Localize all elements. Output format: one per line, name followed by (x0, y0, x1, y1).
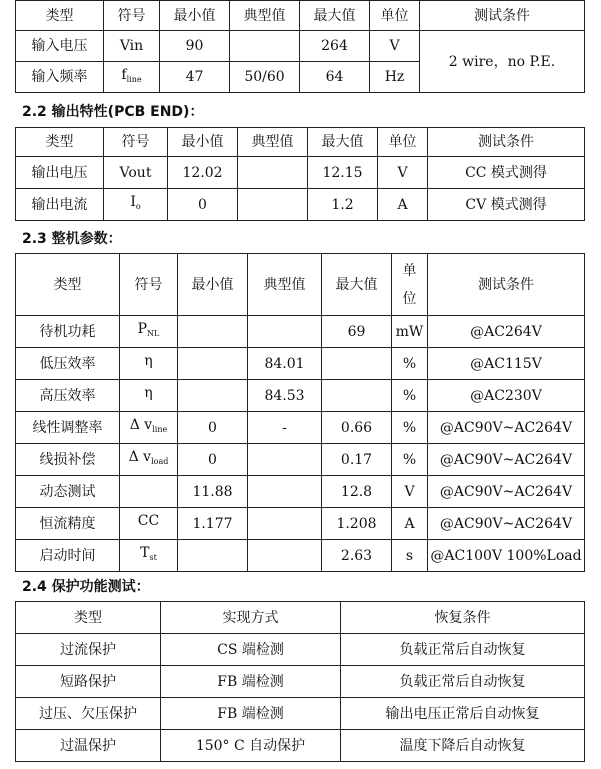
recover-cell: 负载正常后自动恢复 (341, 666, 585, 698)
symbol-text: f (121, 66, 127, 83)
table-row (16, 634, 585, 666)
table-header-row (16, 128, 585, 157)
condition-cell: CV 模式测得 (428, 189, 585, 221)
typ-cell (248, 476, 322, 508)
table-row (16, 730, 585, 762)
max-cell (322, 380, 392, 412)
table-header-row (16, 254, 585, 316)
output-spec-table (15, 127, 585, 221)
header-cell: 符号 (120, 254, 178, 316)
max-cell: 1.2 (308, 189, 378, 221)
symbol-text: T (140, 545, 150, 561)
symbol-text: η (144, 385, 153, 401)
header-unit-line2: 位 (402, 290, 417, 307)
protection-table (15, 601, 585, 762)
condition-cell: @AC90V~AC264V (428, 508, 585, 540)
max-cell: 64 (300, 62, 370, 93)
condition-cell: @AC115V (428, 348, 585, 380)
max-cell: 0.17 (322, 444, 392, 476)
condition-cell: @AC90V~AC264V (428, 412, 585, 444)
header-cell: 单位 (378, 128, 428, 157)
symbol-cell (104, 62, 160, 93)
header-cell: 测试条件 (420, 1, 585, 31)
type-cell: 过温保护 (16, 730, 161, 762)
max-cell (322, 348, 392, 380)
section-heading-2-4: 2.4 保护功能测试： (22, 579, 150, 595)
typ-cell: - (248, 412, 322, 444)
min-cell: 0 (178, 412, 248, 444)
header-cell: 典型值 (248, 254, 322, 316)
max-cell: 12.8 (322, 476, 392, 508)
typ-cell (248, 444, 322, 476)
symbol-cell (120, 508, 178, 540)
recover-cell: 温度下降后自动恢复 (341, 730, 585, 762)
section-heading-2-2: 2.2 输出特性(PCB END)： (22, 104, 204, 120)
symbol-text: Δ v (129, 417, 153, 433)
symbol-cell: Vout (104, 157, 168, 189)
max-cell: 12.15 (308, 157, 378, 189)
type-cell: 过压、欠压保护 (16, 698, 161, 730)
table-row (16, 412, 585, 444)
min-cell (178, 380, 248, 412)
system-params-table (15, 253, 585, 572)
header-cell: 实现方式 (161, 602, 341, 634)
condition-cell: @AC230V (428, 380, 585, 412)
unit-cell: Hz (370, 62, 420, 93)
type-cell: 输入电压 (16, 31, 104, 62)
recover-cell: 负载正常后自动恢复 (341, 634, 585, 666)
type-cell: 低压效率 (16, 348, 120, 380)
header-cell: 类型 (16, 602, 161, 634)
max-cell: 0.66 (322, 412, 392, 444)
method-cell: CS 端检测 (161, 634, 341, 666)
symbol-subscript: line (126, 74, 142, 84)
min-cell: 1.177 (178, 508, 248, 540)
max-cell: 2.63 (322, 540, 392, 572)
min-cell: 0 (168, 189, 238, 221)
min-cell (178, 316, 248, 348)
type-cell: 输出电流 (16, 189, 104, 221)
header-cell: 类型 (16, 254, 120, 316)
unit-cell: % (392, 444, 428, 476)
header-cell: 恢复条件 (341, 602, 585, 634)
symbol-subscript: line (152, 425, 168, 434)
typ-cell: 84.53 (248, 380, 322, 412)
symbol-cell: Vin (104, 31, 160, 62)
symbol-subscript: o (135, 202, 141, 211)
table-row (16, 508, 585, 540)
min-cell: 0 (178, 444, 248, 476)
condition-cell: @AC264V (428, 316, 585, 348)
header-cell: 符号 (104, 1, 160, 31)
typ-cell (238, 189, 308, 221)
unit-cell: s (392, 540, 428, 572)
condition-cell: @AC90V~AC264V (428, 476, 585, 508)
min-cell: 47 (160, 62, 230, 93)
table-header-row (16, 602, 585, 634)
header-cell: 最小值 (160, 1, 230, 31)
symbol-subscript: st (149, 553, 157, 562)
typ-cell: 50/60 (230, 62, 300, 93)
typ-cell (248, 508, 322, 540)
symbol-text: CC (137, 513, 160, 529)
type-cell: 动态测试 (16, 476, 120, 508)
table-row (16, 157, 585, 189)
symbol-cell (120, 316, 178, 348)
symbol-cell (120, 540, 178, 572)
header-cell: 类型 (16, 128, 104, 157)
type-cell: 线损补偿 (16, 444, 120, 476)
unit-cell: A (392, 508, 428, 540)
type-cell: 线性调整率 (16, 412, 120, 444)
typ-cell (238, 157, 308, 189)
unit-cell: % (392, 412, 428, 444)
section-heading-2-3: 2.3 整机参数： (22, 231, 122, 247)
table-row (16, 31, 585, 62)
unit-cell: A (378, 189, 428, 221)
condition-cell: @AC90V~AC264V (428, 444, 585, 476)
header-cell: 符号 (104, 128, 168, 157)
table-row (16, 348, 585, 380)
header-cell: 典型值 (230, 1, 300, 31)
symbol-text: P (137, 321, 148, 337)
symbol-cell (120, 348, 178, 380)
header-cell: 测试条件 (428, 254, 585, 316)
header-cell (392, 254, 428, 316)
recover-cell: 输出电压正常后自动恢复 (341, 698, 585, 730)
type-cell: 恒流精度 (16, 508, 120, 540)
symbol-cell (120, 476, 178, 508)
symbol-cell (120, 444, 178, 476)
typ-cell (230, 31, 300, 62)
type-cell: 输出电压 (16, 157, 104, 189)
header-cell: 最小值 (168, 128, 238, 157)
unit-cell: % (392, 348, 428, 380)
header-cell: 最小值 (178, 254, 248, 316)
condition-cell: 2 wire，no P.E. (420, 31, 585, 93)
typ-cell (248, 540, 322, 572)
unit-cell: % (392, 380, 428, 412)
header-cell: 测试条件 (428, 128, 585, 157)
input-spec-table (15, 0, 585, 93)
unit-cell: mW (392, 316, 428, 348)
typ-cell: 84.01 (248, 348, 322, 380)
typ-cell (248, 316, 322, 348)
table-row (16, 444, 585, 476)
min-cell (178, 348, 248, 380)
min-cell: 11.88 (178, 476, 248, 508)
method-cell: 150° C 自动保护 (161, 730, 341, 762)
type-cell: 输入频率 (16, 62, 104, 93)
table-header-row (16, 1, 585, 31)
header-unit-line1: 单 (402, 262, 417, 279)
type-cell: 高压效率 (16, 380, 120, 412)
unit-cell: V (392, 476, 428, 508)
header-cell: 最大值 (322, 254, 392, 316)
symbol-subscript: NL (147, 329, 160, 338)
max-cell: 264 (300, 31, 370, 62)
table-row (16, 698, 585, 730)
header-cell: 类型 (16, 1, 104, 31)
min-cell (178, 540, 248, 572)
unit-cell: V (378, 157, 428, 189)
table-row (16, 540, 585, 572)
type-cell: 短路保护 (16, 666, 161, 698)
min-cell: 90 (160, 31, 230, 62)
header-cell: 最大值 (308, 128, 378, 157)
symbol-cell (120, 380, 178, 412)
header-cell: 单位 (370, 1, 420, 31)
unit-cell: V (370, 31, 420, 62)
symbol-text: I (130, 194, 136, 210)
header-cell: 典型值 (238, 128, 308, 157)
condition-cell: @AC100V 100%Load (428, 540, 585, 572)
symbol-cell (104, 189, 168, 221)
type-cell: 待机功耗 (16, 316, 120, 348)
min-cell: 12.02 (168, 157, 238, 189)
symbol-subscript: load (151, 457, 169, 466)
table-row (16, 476, 585, 508)
method-cell: FB 端检测 (161, 666, 341, 698)
symbol-cell (120, 412, 178, 444)
type-cell: 启动时间 (16, 540, 120, 572)
symbol-text: Δ v (128, 449, 152, 465)
type-cell: 过流保护 (16, 634, 161, 666)
table-row (16, 666, 585, 698)
max-cell: 69 (322, 316, 392, 348)
symbol-text: η (144, 353, 153, 369)
condition-cell: CC 模式测得 (428, 157, 585, 189)
table-row (16, 316, 585, 348)
method-cell: FB 端检测 (161, 698, 341, 730)
header-cell: 最大值 (300, 1, 370, 31)
table-row (16, 380, 585, 412)
table-row (16, 189, 585, 221)
max-cell: 1.208 (322, 508, 392, 540)
